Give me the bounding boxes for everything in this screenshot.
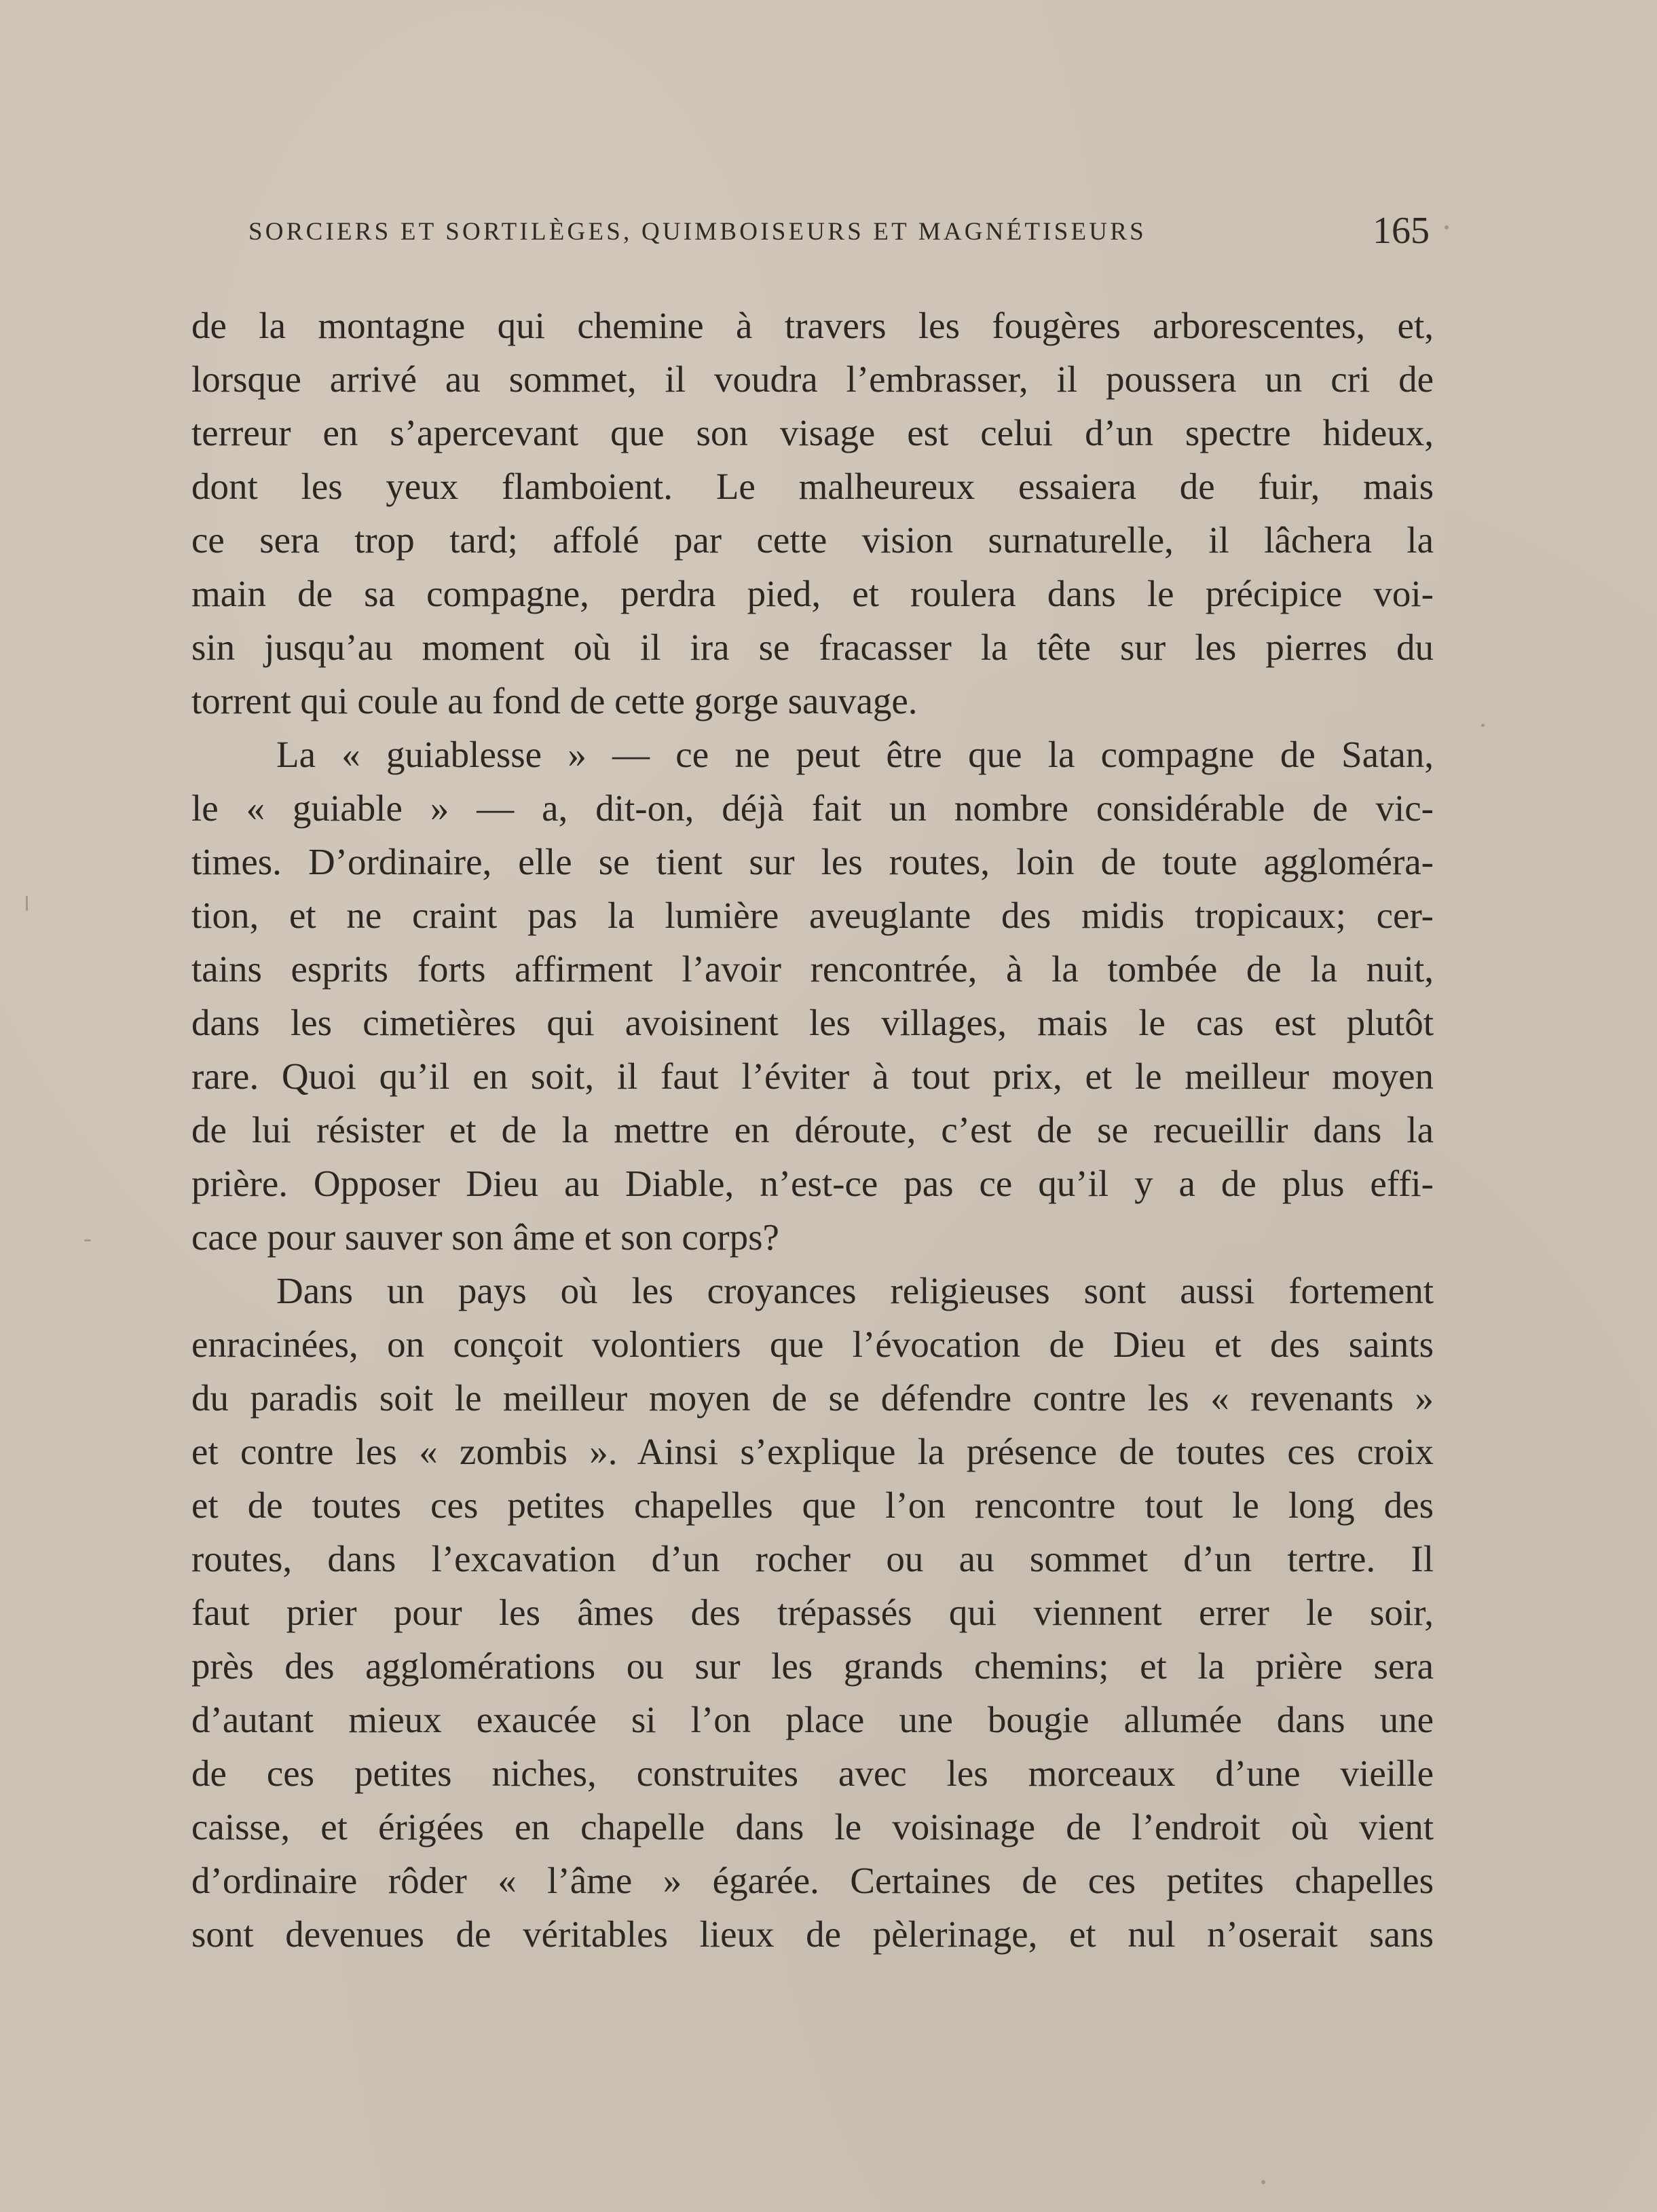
text-line: torrent qui coule au fond de cette gorge sauvage. xyxy=(191,680,918,721)
text-line: enracinées, on conçoit volontiers que l’évocation de Dieu et des saints xyxy=(191,1324,1434,1365)
paper-speck xyxy=(84,1239,91,1241)
running-title: SORCIERS ET SORTILÈGES, QUIMBOISEURS ET MAGNÉTISEURS xyxy=(248,218,1147,246)
paper-speck xyxy=(1445,225,1449,229)
text-line: faut prier pour les âmes des trépassés qui viennent errer le soir, xyxy=(191,1592,1434,1633)
text-line: prière. Opposer Dieu au Diable, n’est-ce pas ce qu’il y a de plus effi- xyxy=(191,1163,1434,1204)
text-line: de lui résister et de la mettre en déroute, c’est de se recueillir dans la xyxy=(191,1109,1434,1150)
text-line: le « guiable » — a, dit-on, déjà fait un nombre considérable de vic- xyxy=(191,787,1434,829)
text-line: times. D’ordinaire, elle se tient sur les routes, loin de toute aggloméra- xyxy=(191,841,1434,882)
text-line: de la montagne qui chemine à travers les fougères arborescentes, et, xyxy=(191,305,1434,346)
text-line: d’autant mieux exaucée si l’on place une bougie allumée dans une xyxy=(191,1699,1434,1740)
text-line: dans les cimetières qui avoisinent les villages, mais le cas est plutôt xyxy=(191,1002,1434,1043)
text-line: et contre les « zombis ». Ainsi s’explique la présence de toutes ces croix xyxy=(191,1431,1434,1472)
paper-speck xyxy=(1481,724,1485,727)
text-line: sin jusqu’au moment où il ira se fracasser la tête sur les pierres du xyxy=(191,626,1434,668)
text-line: dont les yeux flamboient. Le malheureux essaiera de fuir, mais xyxy=(191,466,1434,507)
text-line: d’ordinaire rôder « l’âme » égarée. Certaines de ces petites chapelles xyxy=(191,1860,1434,1901)
text-line: près des agglomérations ou sur les grands chemins; et la prière sera xyxy=(191,1645,1434,1687)
text-line: sont devenues de véritables lieux de pèlerinage, et nul n’oserait sans xyxy=(191,1913,1434,1955)
paragraph-start: La « guiablesse » — ce ne peut être que la compagne de Satan, xyxy=(276,734,1434,775)
paper-speck xyxy=(1261,2180,1265,2184)
text-line: ce sera trop tard; affolé par cette vision surnaturelle, il lâchera la xyxy=(191,519,1434,561)
text-line: caisse, et érigées en chapelle dans le voisinage de l’endroit où vient xyxy=(191,1806,1434,1848)
text-line: lorsque arrivé au sommet, il voudra l’embrasser, il poussera un cri de xyxy=(191,358,1434,400)
text-line: cace pour sauver son âme et son corps? xyxy=(191,1216,779,1258)
text-line: du paradis soit le meilleur moyen de se défendre contre les « revenants » xyxy=(191,1377,1434,1419)
body-text xyxy=(191,299,1434,1961)
paragraph-start: Dans un pays où les croyances religieuses sont aussi fortement xyxy=(276,1270,1434,1311)
text-line: main de sa compagne, perdra pied, et roulera dans le précipice voi- xyxy=(191,573,1434,614)
page-number: 165 xyxy=(1373,210,1430,252)
text-line: rare. Quoi qu’il en soit, il faut l’éviter à tout prix, et le meilleur moyen xyxy=(191,1055,1434,1097)
text-line: terreur en s’apercevant que son visage est celui d’un spectre hideux, xyxy=(191,412,1434,453)
paper-speck xyxy=(26,896,28,911)
running-head xyxy=(248,209,1430,252)
text-line: routes, dans l’excavation d’un rocher ou au sommet d’un tertre. Il xyxy=(191,1538,1434,1579)
text-line: et de toutes ces petites chapelles que l’on rencontre tout le long des xyxy=(191,1484,1434,1526)
text-line: de ces petites niches, construites avec les morceaux d’une vieille xyxy=(191,1752,1434,1794)
text-line: tion, et ne craint pas la lumière aveuglante des midis tropicaux; cer- xyxy=(191,895,1434,936)
text-line: tains esprits forts affirment l’avoir rencontrée, à la tombée de la nuit, xyxy=(191,948,1434,990)
